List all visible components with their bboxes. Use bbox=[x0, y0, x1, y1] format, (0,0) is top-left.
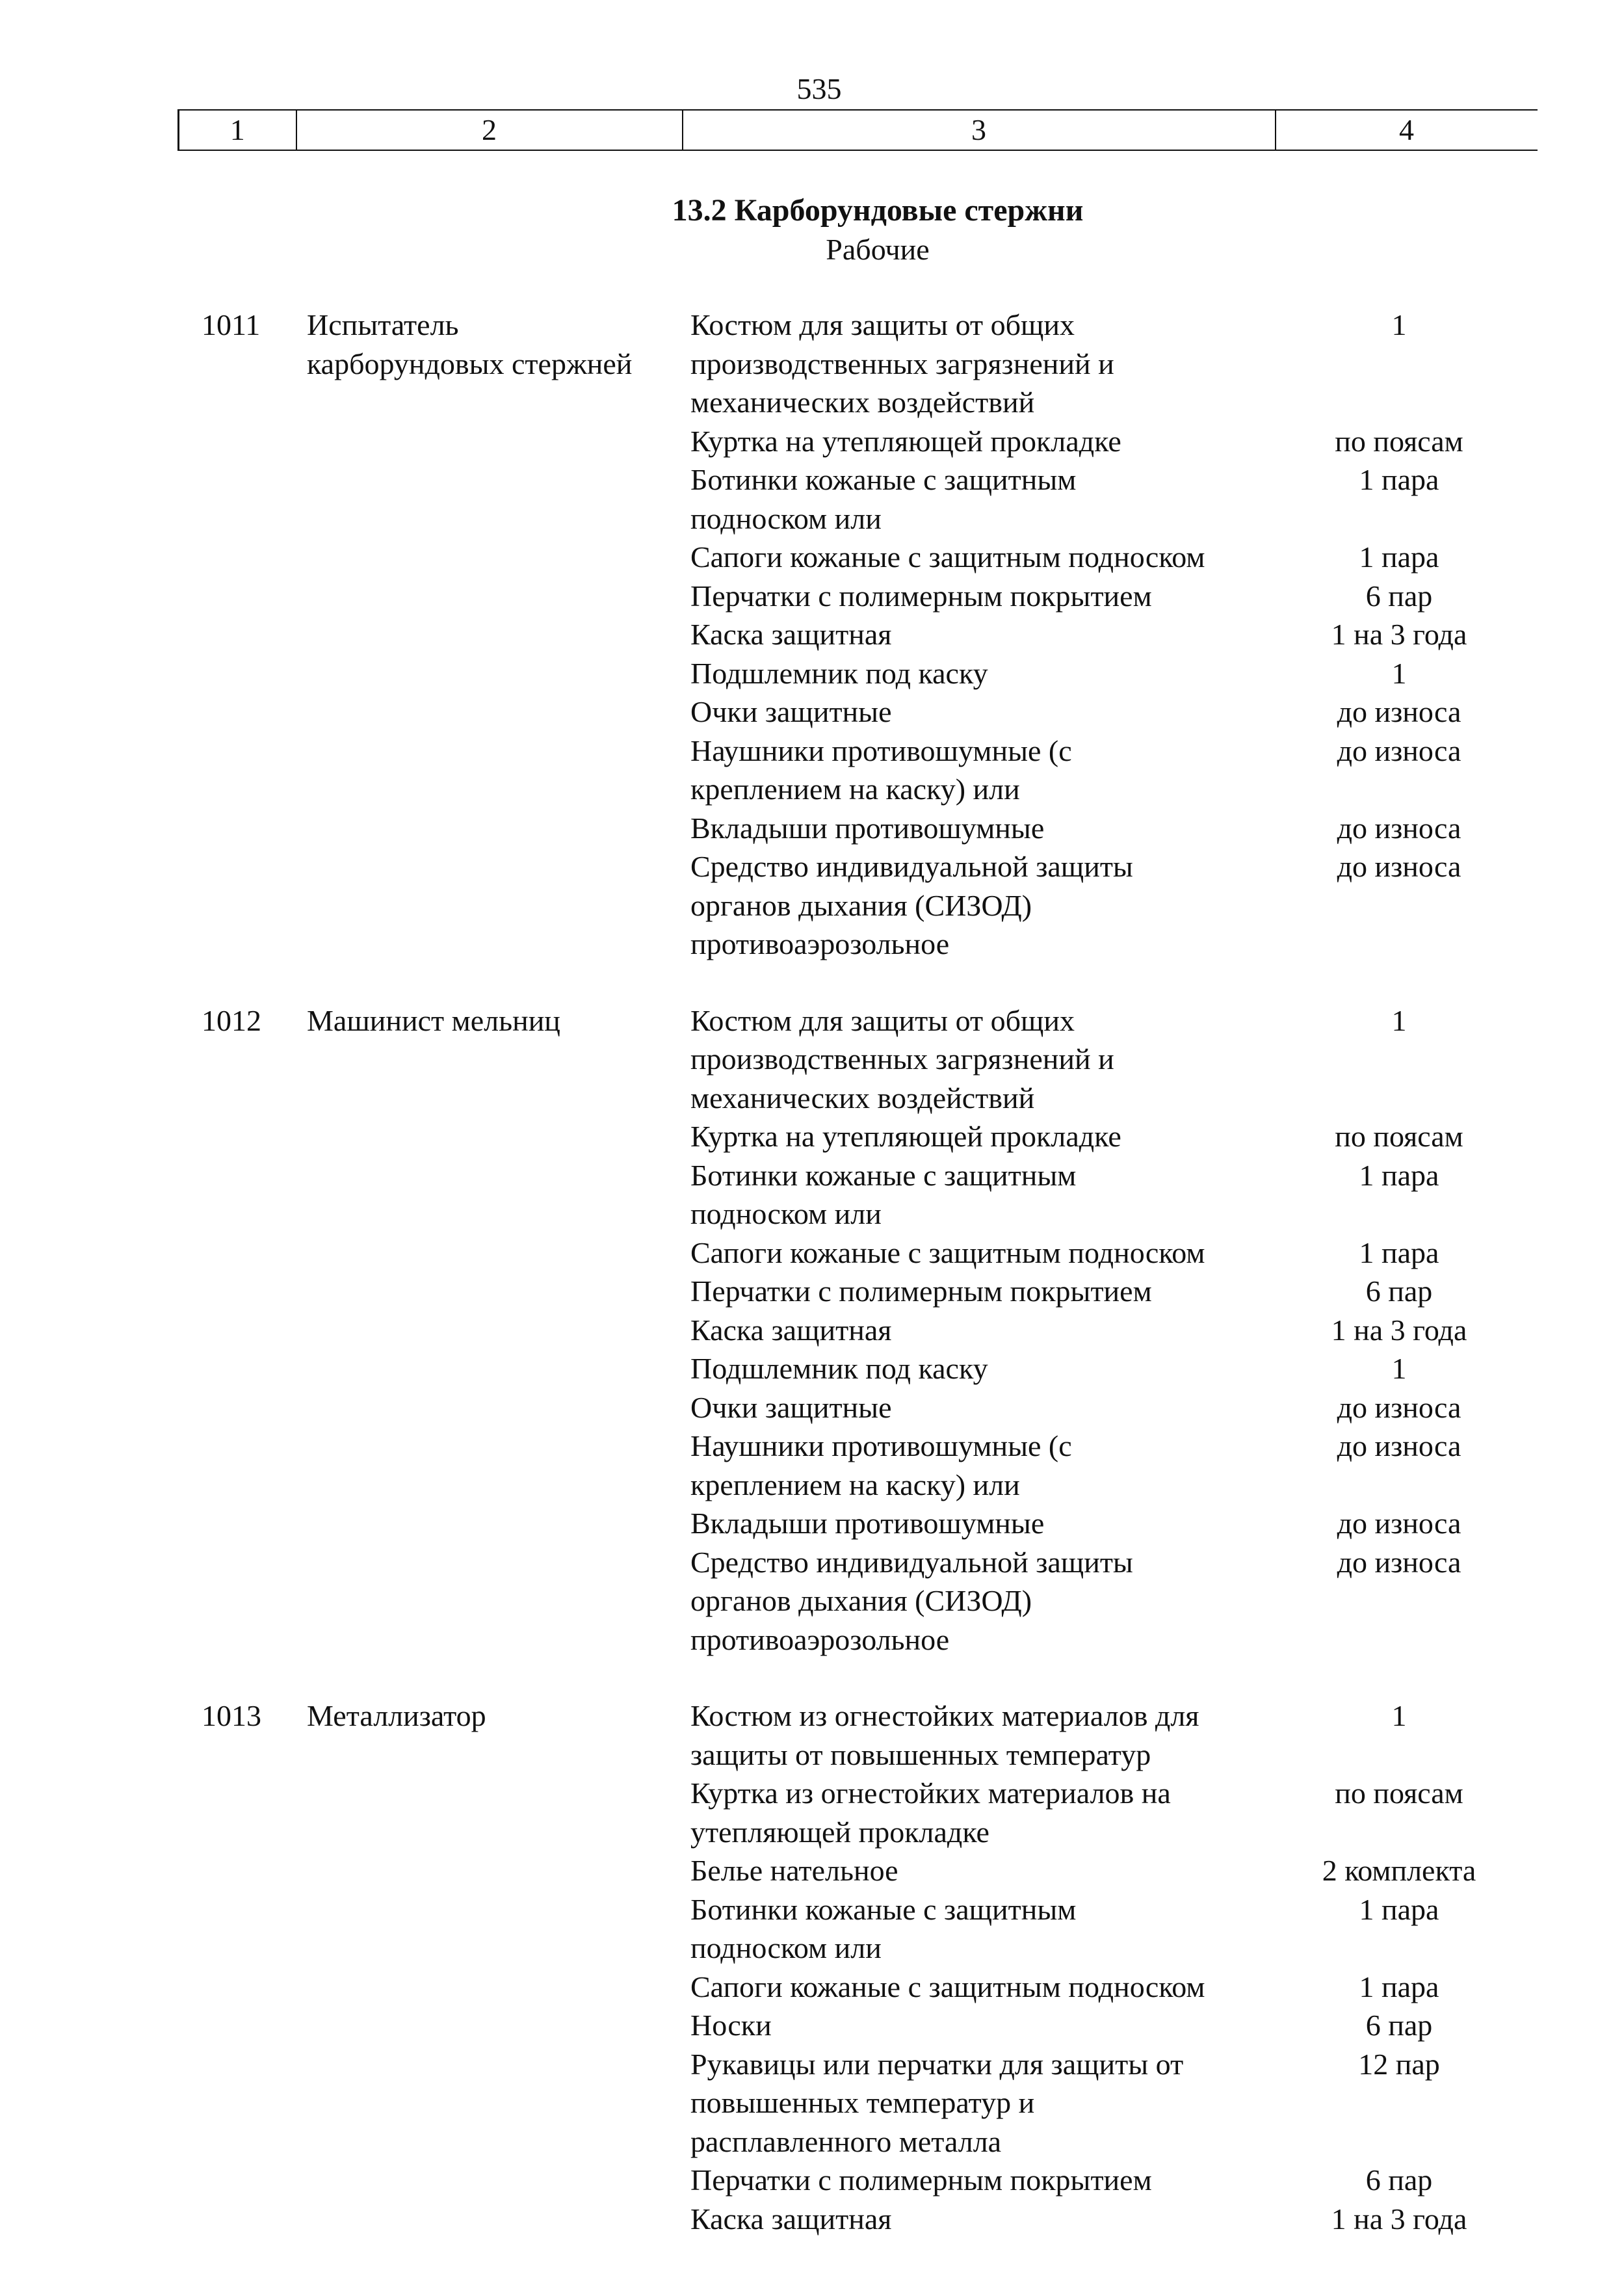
equipment-norm: 6 пар bbox=[1365, 2163, 1433, 2197]
profession-code: 1011 bbox=[202, 308, 261, 341]
equipment-item bbox=[690, 1388, 1536, 1427]
equipment-norm: 1 пара bbox=[1359, 1158, 1439, 1192]
equipment-name: Каска защитная bbox=[690, 1313, 892, 1347]
equipment-name: Сапоги кожаные с защитным подноском bbox=[690, 540, 1205, 574]
equipment-norm: до износа bbox=[1337, 733, 1461, 767]
equipment-item bbox=[690, 693, 1536, 732]
column-header-4: 4 bbox=[1276, 110, 1538, 150]
equipment-item bbox=[690, 1311, 1536, 1350]
equipment-name: Каска защитная bbox=[690, 618, 892, 651]
equipment-norm: 1 пара bbox=[1359, 1970, 1439, 2003]
column-header-table bbox=[177, 109, 1538, 151]
equipment-item bbox=[690, 732, 1536, 809]
profession-code: 1012 bbox=[202, 1003, 261, 1037]
equipment-name: Белье нательное bbox=[690, 1854, 898, 1887]
page-number: 535 bbox=[796, 72, 842, 105]
equipment-item bbox=[690, 1349, 1536, 1388]
equipment-norm: 12 пар bbox=[1358, 2047, 1440, 2081]
equipment-name: Костюм для защиты от общих производственных загрязнений и механических воздействий bbox=[690, 308, 1114, 419]
section-title: 13.2 Карборундовые стержни bbox=[672, 193, 1084, 228]
column-header-3: 3 bbox=[683, 110, 1276, 150]
equipment-name: Ботинки кожаные с защитным подноском или bbox=[690, 1892, 1077, 1964]
profession-entry bbox=[0, 1696, 1624, 2238]
equipment-norm: 1 пара bbox=[1359, 1892, 1439, 1926]
equipment-name: Перчатки с полимерным покрытием bbox=[690, 2163, 1152, 2197]
equipment-item bbox=[690, 1696, 1536, 1774]
equipment-item bbox=[690, 615, 1536, 654]
equipment-norm: 1 bbox=[1391, 308, 1407, 341]
profession-entry bbox=[0, 1001, 1624, 1659]
equipment-norm: до износа bbox=[1337, 1545, 1461, 1579]
equipment-item bbox=[690, 1851, 1536, 1890]
equipment-item bbox=[690, 1156, 1536, 1234]
equipment-item bbox=[690, 422, 1536, 461]
equipment-name: Очки защитные bbox=[690, 695, 892, 728]
equipment-item bbox=[690, 2200, 1536, 2239]
equipment-norm: 1 bbox=[1391, 1003, 1407, 1037]
equipment-norm: до износа bbox=[1337, 695, 1461, 728]
equipment-name: Наушники противошумные (с креплением на каску) или bbox=[690, 1429, 1072, 1501]
equipment-norm: до износа bbox=[1337, 1429, 1461, 1462]
equipment-name: Рукавицы или перчатки для защиты от повышенных температур и расплавленного металла bbox=[690, 2047, 1184, 2158]
equipment-item bbox=[690, 1117, 1536, 1156]
equipment-item bbox=[690, 1234, 1536, 1273]
equipment-norm: 1 на 3 года bbox=[1331, 618, 1467, 651]
equipment-item bbox=[690, 1890, 1536, 1968]
equipment-norm: по поясам bbox=[1335, 1776, 1463, 1810]
profession-name: Металлизатор bbox=[307, 1699, 486, 1732]
equipment-item bbox=[690, 1272, 1536, 1311]
equipment-item bbox=[690, 2045, 1536, 2161]
profession-entry bbox=[0, 306, 1624, 964]
equipment-norm: до износа bbox=[1337, 850, 1461, 883]
equipment-name: Ботинки кожаные с защитным подноском или bbox=[690, 1158, 1077, 1230]
equipment-item bbox=[690, 654, 1536, 693]
equipment-name: Каска защитная bbox=[690, 2202, 892, 2236]
profession-code: 1013 bbox=[202, 1699, 261, 1732]
equipment-norm: 1 пара bbox=[1359, 463, 1439, 496]
equipment-name: Очки защитные bbox=[690, 1390, 892, 1424]
equipment-norm: 1 bbox=[1391, 1352, 1407, 1385]
protective-equipment-list bbox=[690, 1696, 1536, 2238]
equipment-norm: по поясам bbox=[1335, 1120, 1463, 1153]
equipment-norm: по поясам bbox=[1335, 424, 1463, 458]
equipment-item bbox=[690, 1968, 1536, 2007]
equipment-norm: 1 на 3 года bbox=[1331, 2202, 1467, 2236]
equipment-item bbox=[690, 2161, 1536, 2200]
equipment-norm: 6 пар bbox=[1365, 2009, 1433, 2042]
equipment-norm: 1 на 3 года bbox=[1331, 1313, 1467, 1347]
equipment-item bbox=[690, 1504, 1536, 1543]
equipment-name: Наушники противошумные (с креплением на каску) или bbox=[690, 733, 1072, 806]
equipment-name: Средство индивидуальной защиты органов дыхания (СИЗОД) противоаэрозольное bbox=[690, 1545, 1133, 1656]
equipment-name: Подшлемник под каску bbox=[690, 656, 988, 690]
equipment-item bbox=[690, 1543, 1536, 1659]
profession-entries bbox=[0, 306, 1624, 2276]
equipment-item bbox=[690, 538, 1536, 577]
equipment-norm: до износа bbox=[1337, 1390, 1461, 1424]
equipment-norm: 6 пар bbox=[1365, 579, 1433, 613]
equipment-name: Сапоги кожаные с защитным подноском bbox=[690, 1235, 1205, 1269]
protective-equipment-list bbox=[690, 306, 1536, 964]
profession-name: Испытатель карборундовых стержней bbox=[307, 308, 633, 380]
protective-equipment-list bbox=[690, 1001, 1536, 1659]
column-header-1: 1 bbox=[179, 110, 296, 150]
equipment-name: Куртка из огнестойких материалов на утепляющей прокладке bbox=[690, 1776, 1171, 1849]
equipment-item bbox=[690, 847, 1536, 964]
equipment-item bbox=[690, 809, 1536, 848]
equipment-name: Вкладыши противошумные bbox=[690, 1507, 1045, 1540]
equipment-name: Куртка на утепляющей прокладке bbox=[690, 1120, 1121, 1153]
equipment-norm: 6 пар bbox=[1365, 1274, 1433, 1308]
section-subtitle: Рабочие bbox=[826, 233, 930, 266]
equipment-item bbox=[690, 306, 1536, 422]
equipment-norm: 2 комплекта bbox=[1322, 1854, 1476, 1887]
equipment-name: Средство индивидуальной защиты органов дыхания (СИЗОД) противоаэрозольное bbox=[690, 850, 1133, 960]
equipment-name: Костюм из огнестойких материалов для защиты от повышенных температур bbox=[690, 1699, 1199, 1771]
equipment-norm: до износа bbox=[1337, 811, 1461, 845]
equipment-name: Носки bbox=[690, 2009, 772, 2042]
column-header-2: 2 bbox=[296, 110, 683, 150]
equipment-name: Перчатки с полимерным покрытием bbox=[690, 579, 1152, 613]
equipment-norm: 1 bbox=[1391, 656, 1407, 690]
equipment-item bbox=[690, 1001, 1536, 1118]
profession-name: Машинист мельниц bbox=[307, 1003, 560, 1037]
equipment-name: Перчатки с полимерным покрытием bbox=[690, 1274, 1152, 1308]
equipment-name: Костюм для защиты от общих производственных загрязнений и механических воздействий bbox=[690, 1003, 1114, 1115]
equipment-name: Вкладыши противошумные bbox=[690, 811, 1045, 845]
equipment-item bbox=[690, 2006, 1536, 2045]
equipment-item bbox=[690, 1427, 1536, 1504]
equipment-item bbox=[690, 1774, 1536, 1851]
equipment-item bbox=[690, 460, 1536, 538]
equipment-name: Подшлемник под каску bbox=[690, 1352, 988, 1385]
equipment-name: Сапоги кожаные с защитным подноском bbox=[690, 1970, 1205, 2003]
equipment-norm: 1 bbox=[1391, 1699, 1407, 1732]
equipment-name: Куртка на утепляющей прокладке bbox=[690, 424, 1121, 458]
equipment-norm: 1 пара bbox=[1359, 1235, 1439, 1269]
equipment-name: Ботинки кожаные с защитным подноском или bbox=[690, 463, 1077, 535]
equipment-norm: 1 пара bbox=[1359, 540, 1439, 574]
equipment-norm: до износа bbox=[1337, 1507, 1461, 1540]
equipment-item bbox=[690, 577, 1536, 616]
